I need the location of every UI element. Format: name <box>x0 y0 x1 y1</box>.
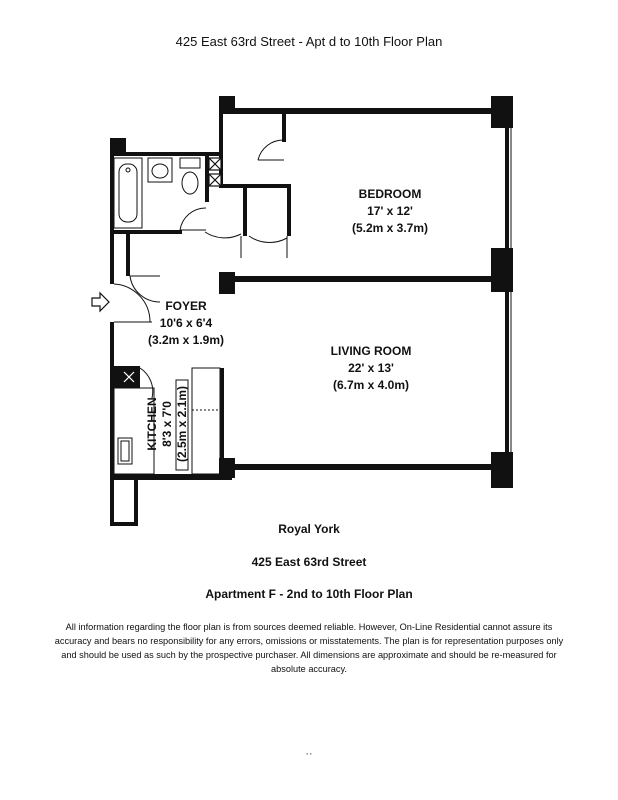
living-room-dims-m: (6.7m x 4.0m) <box>332 378 410 392</box>
building-address: 425 East 63rd Street <box>251 555 367 569</box>
kitchen-sink-icon <box>118 438 132 464</box>
bedroom-dims-m: (5.2m x 3.7m) <box>351 221 429 235</box>
kitchen-dims-ft: 8'3 x 7'0 <box>160 401 174 447</box>
kitchen-dims-m: (2.5m x 2.1m) <box>175 385 189 463</box>
foyer-name: FOYER <box>165 299 207 313</box>
building-name: Royal York <box>278 522 340 536</box>
living-room-name: LIVING ROOM <box>330 344 412 358</box>
doors <box>114 140 287 398</box>
disclaimer: All information regarding the floor plan is from sources deemed reliable. However, On-Line Residential cannot assure its accuracy and bears no responsibility for any errors, omissions or misstatements. The plan is for representation purposes only and should be used as such by the prospective purchaser. All dimensions are approximate and should be re-measured for absolute accuracy. <box>54 622 564 674</box>
kitchen-label-group <box>145 386 189 462</box>
plan-name: Apartment F - 2nd to 10th Floor Plan <box>205 587 413 601</box>
foyer-dims-m: (3.2m x 1.9m) <box>147 333 225 347</box>
entry-arrow-icon <box>92 293 109 311</box>
bathtub-icon <box>114 158 142 228</box>
bedroom-name: BEDROOM <box>358 187 422 201</box>
bedroom-dims-ft: 17' x 12' <box>367 204 413 218</box>
living-room-dims-ft: 22' x 13' <box>348 361 394 375</box>
toilet-icon <box>180 158 200 194</box>
page-title: 425 East 63rd Street - Apt d to 10th Floor Plan <box>175 34 443 49</box>
footer-mark: ' ' <box>306 752 312 761</box>
kitchen-name: KITCHEN <box>145 397 159 451</box>
sink-icon <box>148 158 172 182</box>
foyer-dims-ft: 10'6 x 6'4 <box>159 316 213 330</box>
